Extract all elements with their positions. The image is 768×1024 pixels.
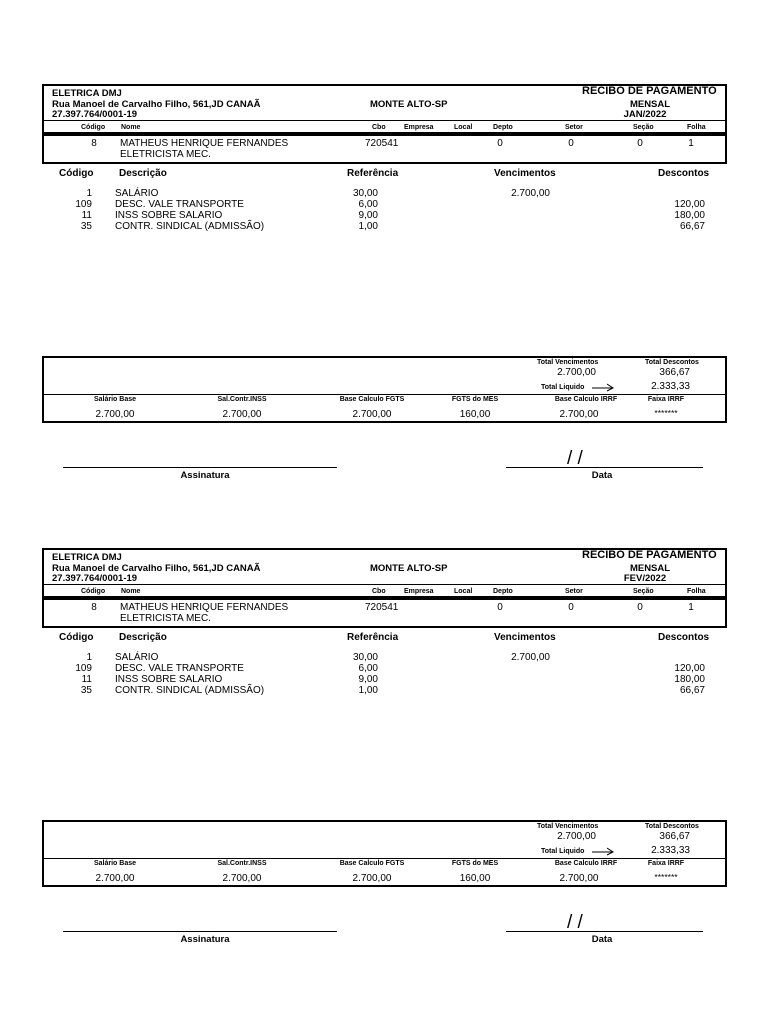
item-description: DESC. VALE TRANSPORTE: [115, 663, 244, 674]
employee-setor: 0: [568, 602, 574, 613]
company-cnpj: 27.397.764/0001-19: [52, 573, 138, 584]
item-reference: 1,00: [358, 685, 378, 696]
emp-header-setor: Setor: [565, 124, 583, 131]
company-name: ELETRICA DMJ: [52, 88, 122, 99]
company-city: MONTE ALTO-SP: [370, 563, 448, 574]
employee-code: 8: [91, 602, 97, 613]
total-vencimentos-label: Total Vencimentos: [537, 823, 599, 830]
company-name: ELETRICA DMJ: [52, 552, 122, 563]
fgts-mes-label: FGTS do MES: [451, 396, 499, 403]
period: JAN/2022: [623, 109, 667, 120]
item-deduction: 66,67: [679, 221, 705, 232]
items-header-vencimentos: Vencimentos: [494, 632, 556, 643]
base-irrf-value: 2.700,00: [559, 409, 599, 420]
salario-base-value: 2.700,00: [95, 873, 135, 884]
signature-line: [63, 931, 337, 932]
items-header-descontos: Descontos: [658, 632, 710, 643]
total-liquido-value: 2.333,33: [651, 381, 690, 392]
base-fgts-value: 2.700,00: [352, 409, 392, 420]
emp-header-empresa: Empresa: [404, 124, 434, 131]
faixa-irrf-label: Faixa IRRF: [647, 396, 685, 403]
salario-base-label: Salário Base: [93, 860, 137, 867]
company-cnpj: 27.397.764/0001-19: [52, 109, 138, 120]
item-deduction: 66,67: [679, 685, 705, 696]
item-deduction: 120,00: [674, 199, 705, 210]
total-vencimentos-label: Total Vencimentos: [537, 359, 599, 366]
period: FEV/2022: [623, 573, 667, 584]
date-label: Data: [591, 934, 613, 945]
company-address: Rua Manoel de Carvalho Filho, 561,JD CANAÃ: [52, 563, 261, 574]
fgts-mes-value: 160,00: [459, 409, 491, 420]
salario-base-label: Salário Base: [93, 396, 137, 403]
sal-contr-inss-value: 2.700,00: [222, 409, 262, 420]
total-liquido-label: Total Liquido: [541, 384, 585, 391]
period-type: MENSAL: [629, 563, 671, 574]
item-reference: 30,00: [352, 188, 378, 199]
employee-role: ELETRICISTA MEC.: [120, 149, 211, 160]
item-code: 109: [75, 663, 92, 674]
item-earning: 2.700,00: [511, 188, 550, 199]
fgts-mes-label: FGTS do MES: [451, 860, 499, 867]
emp-header-setor: Setor: [565, 588, 583, 595]
total-descontos-label: Total Descontos: [645, 359, 699, 366]
emp-header-folha: Folha: [687, 588, 706, 595]
base-irrf-label: Base Calculo IRRF: [554, 860, 618, 867]
item-deduction: 180,00: [674, 210, 705, 221]
employee-code: 8: [91, 138, 97, 149]
item-deduction: 120,00: [674, 663, 705, 674]
total-vencimentos-value: 2.700,00: [557, 367, 596, 378]
employee-folha: 1: [688, 138, 694, 149]
faixa-irrf-value: *******: [654, 408, 678, 418]
base-fgts-label: Base Calculo FGTS: [339, 860, 405, 867]
employee-secao: 0: [637, 138, 643, 149]
item-description: DESC. VALE TRANSPORTE: [115, 199, 244, 210]
item-description: INSS SOBRE SALARIO: [115, 210, 223, 221]
header-divider: [42, 120, 727, 121]
employee-folha: 1: [688, 602, 694, 613]
items-header-descricao: Descrição: [119, 168, 167, 179]
item-earning: 2.700,00: [511, 652, 550, 663]
date-slashes: / /: [567, 448, 583, 469]
item-code: 35: [80, 685, 92, 696]
payment-receipt: [0, 0, 768, 481]
payment-receipt: [0, 464, 768, 945]
total-descontos-label: Total Descontos: [645, 823, 699, 830]
total-liquido-value: 2.333,33: [651, 845, 690, 856]
emp-header-local: Local: [454, 124, 473, 131]
items-header-referencia: Referência: [347, 168, 399, 179]
total-descontos-value: 366,67: [659, 367, 690, 378]
employee-cbo: 720541: [365, 602, 399, 613]
company-address: Rua Manoel de Carvalho Filho, 561,JD CANAÃ: [52, 99, 261, 110]
item-code: 1: [86, 188, 92, 199]
total-descontos-value: 366,67: [659, 831, 690, 842]
employee-role: ELETRICISTA MEC.: [120, 613, 211, 624]
item-code: 35: [80, 221, 92, 232]
item-reference: 1,00: [358, 221, 378, 232]
employee-depto: 0: [497, 602, 503, 613]
item-reference: 6,00: [358, 663, 378, 674]
items-header-vencimentos: Vencimentos: [494, 168, 556, 179]
company-city: MONTE ALTO-SP: [370, 99, 448, 110]
totals-divider: [42, 858, 727, 859]
faixa-irrf-value: *******: [654, 872, 678, 882]
emp-header-depto: Depto: [493, 588, 513, 595]
employee-depto: 0: [497, 138, 503, 149]
items-header-descricao: Descrição: [119, 632, 167, 643]
base-fgts-value: 2.700,00: [352, 873, 392, 884]
header-divider: [42, 584, 727, 585]
items-header-descontos: Descontos: [658, 168, 710, 179]
date-label: Data: [591, 470, 613, 481]
total-liquido-label: Total Liquido: [541, 848, 585, 855]
arrow-right-icon: [591, 382, 615, 392]
arrow-right-icon: [591, 846, 615, 856]
employee-name: MATHEUS HENRIQUE FERNANDES: [120, 138, 289, 149]
period-type: MENSAL: [629, 99, 671, 110]
faixa-irrf-label: Faixa IRRF: [647, 860, 685, 867]
item-description: SALÁRIO: [115, 652, 159, 663]
emp-header-depto: Depto: [493, 124, 513, 131]
items-header-codigo: Código: [59, 168, 94, 179]
receipt-title: RECIBO DE PAGAMENTO: [582, 549, 717, 561]
salario-base-value: 2.700,00: [95, 409, 135, 420]
total-vencimentos-value: 2.700,00: [557, 831, 596, 842]
date-line: [506, 931, 703, 932]
emp-header-local: Local: [454, 588, 473, 595]
item-reference: 30,00: [352, 652, 378, 663]
item-description: INSS SOBRE SALARIO: [115, 674, 223, 685]
emp-header-codigo: Código: [81, 124, 106, 131]
items-header-referencia: Referência: [347, 632, 399, 643]
emp-header-cbo: Cbo: [372, 124, 386, 131]
emp-header-cbo: Cbo: [372, 588, 386, 595]
item-reference: 6,00: [358, 199, 378, 210]
item-code: 11: [81, 210, 92, 221]
items-header-codigo: Código: [59, 632, 94, 643]
employee-cbo: 720541: [365, 138, 399, 149]
base-irrf-value: 2.700,00: [559, 873, 599, 884]
emp-header-codigo: Código: [81, 588, 106, 595]
item-description: SALÁRIO: [115, 188, 159, 199]
item-reference: 9,00: [358, 210, 378, 221]
fgts-mes-value: 160,00: [459, 873, 491, 884]
emp-header-folha: Folha: [687, 124, 706, 131]
item-code: 1: [86, 652, 92, 663]
base-fgts-label: Base Calculo FGTS: [339, 396, 405, 403]
emp-header-empresa: Empresa: [404, 588, 434, 595]
item-description: CONTR. SINDICAL (ADMISSÃO): [115, 221, 265, 232]
item-reference: 9,00: [358, 674, 378, 685]
emp-header-secao: Seção: [633, 588, 654, 595]
item-code: 109: [75, 199, 92, 210]
receipt-title: RECIBO DE PAGAMENTO: [582, 85, 717, 97]
sal-contr-inss-value: 2.700,00: [222, 873, 262, 884]
signature-label: Assinatura: [180, 470, 230, 481]
emp-header-nome: Nome: [121, 588, 141, 595]
date-slashes: / /: [567, 912, 583, 933]
totals-divider: [42, 394, 727, 395]
sal-contr-inss-label: Sal.Contr.INSS: [217, 860, 267, 867]
item-description: CONTR. SINDICAL (ADMISSÃO): [115, 685, 265, 696]
employee-secao: 0: [637, 602, 643, 613]
emp-header-nome: Nome: [121, 124, 141, 131]
item-deduction: 180,00: [674, 674, 705, 685]
sal-contr-inss-label: Sal.Contr.INSS: [217, 396, 267, 403]
signature-label: Assinatura: [180, 934, 230, 945]
employee-name: MATHEUS HENRIQUE FERNANDES: [120, 602, 289, 613]
emp-header-secao: Seção: [633, 124, 654, 131]
employee-setor: 0: [568, 138, 574, 149]
item-code: 11: [81, 674, 92, 685]
base-irrf-label: Base Calculo IRRF: [554, 396, 618, 403]
